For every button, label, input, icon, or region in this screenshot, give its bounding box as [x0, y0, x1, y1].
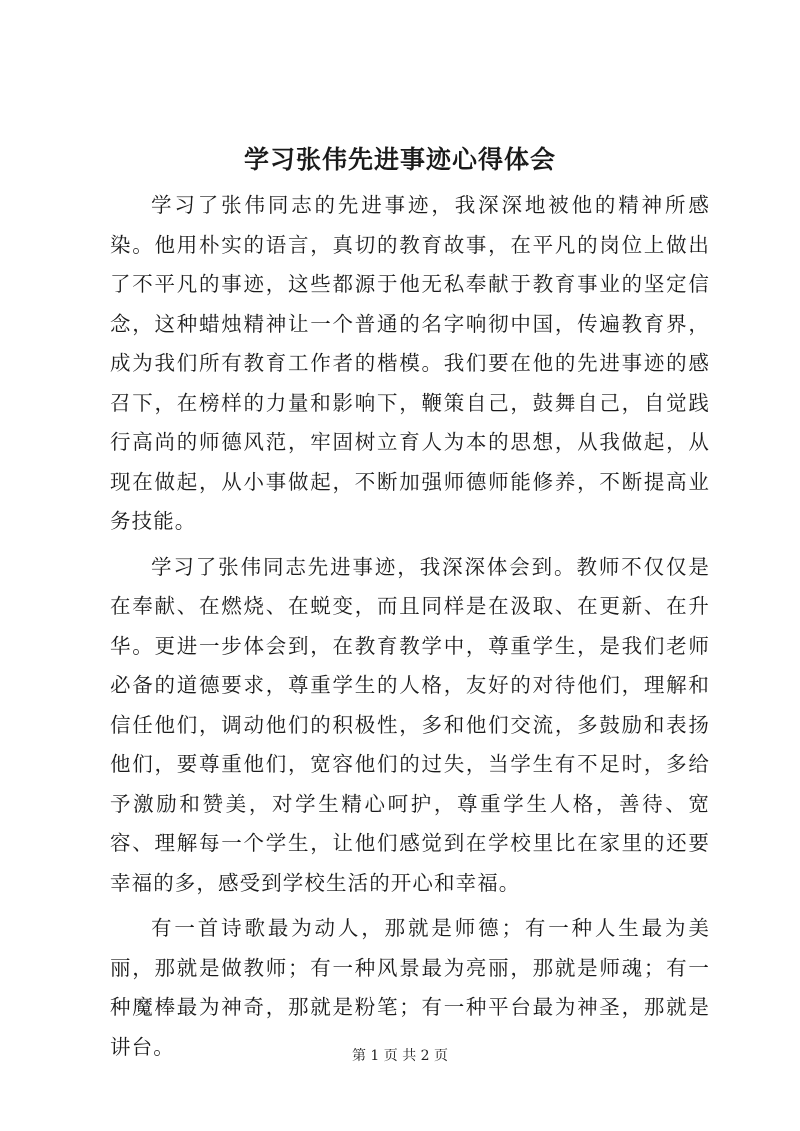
page-number-footer: 第 1 页 共 2 页	[351, 1048, 449, 1064]
document-body	[110, 186, 710, 1073]
paragraph-1: 学习了张伟同志的先进事迹，我深深地被他的精神所感染。他用朴实的语言，真切的教育故事，在平凡的岗位上做出了不平凡的事迹，这些都源于他无私奉献于教育事业的坚定信念，这种蜡烛精神让一个普通的名字响彻中国，传遍教育界，成为我们所有教育工作者的楷模。我们要在他的先进事迹的感召下，在榜样的力量和影响下，鞭策自己，鼓舞自己，自觉践行高尚的师德风范，牢固树立育人为本的思想，从我做起，从现在做起，从小事做起，不断加强师德师能修养，不断提高业务技能。	[110, 193, 710, 533]
paragraph-2: 学习了张伟同志先进事迹，我深深体会到。教师不仅仅是在奉献、在燃烧、在蜕变，而且同样是在汲取、在更新、在升华。更进一步体会到，在教育教学中，尊重学生，是我们老师必备的道德要求，尊重学生的人格，友好的对待他们，理解和信任他们，调动他们的积极性，多和他们交流，多鼓励和表扬他们，要尊重他们，宽容他们的过失，当学生有不足时，多给予激励和赞美，对学生精心呵护，尊重学生人格，善待、宽容、理解每一个学生，让他们感觉到在学校里比在家里的还要幸福的多，感受到学校生活的开心和幸福。	[110, 554, 710, 895]
document-title: 学习张伟先进事迹心得体会	[243, 145, 556, 174]
paragraph-3: 有一首诗歌最为动人，那就是师德；有一种人生最为美丽，那就是做教师；有一种风景最为亮丽，那就是师魂；有一种魔棒最为神奇，那就是粉笔；有一种平台最为神圣，那就是讲台。	[110, 916, 710, 1059]
